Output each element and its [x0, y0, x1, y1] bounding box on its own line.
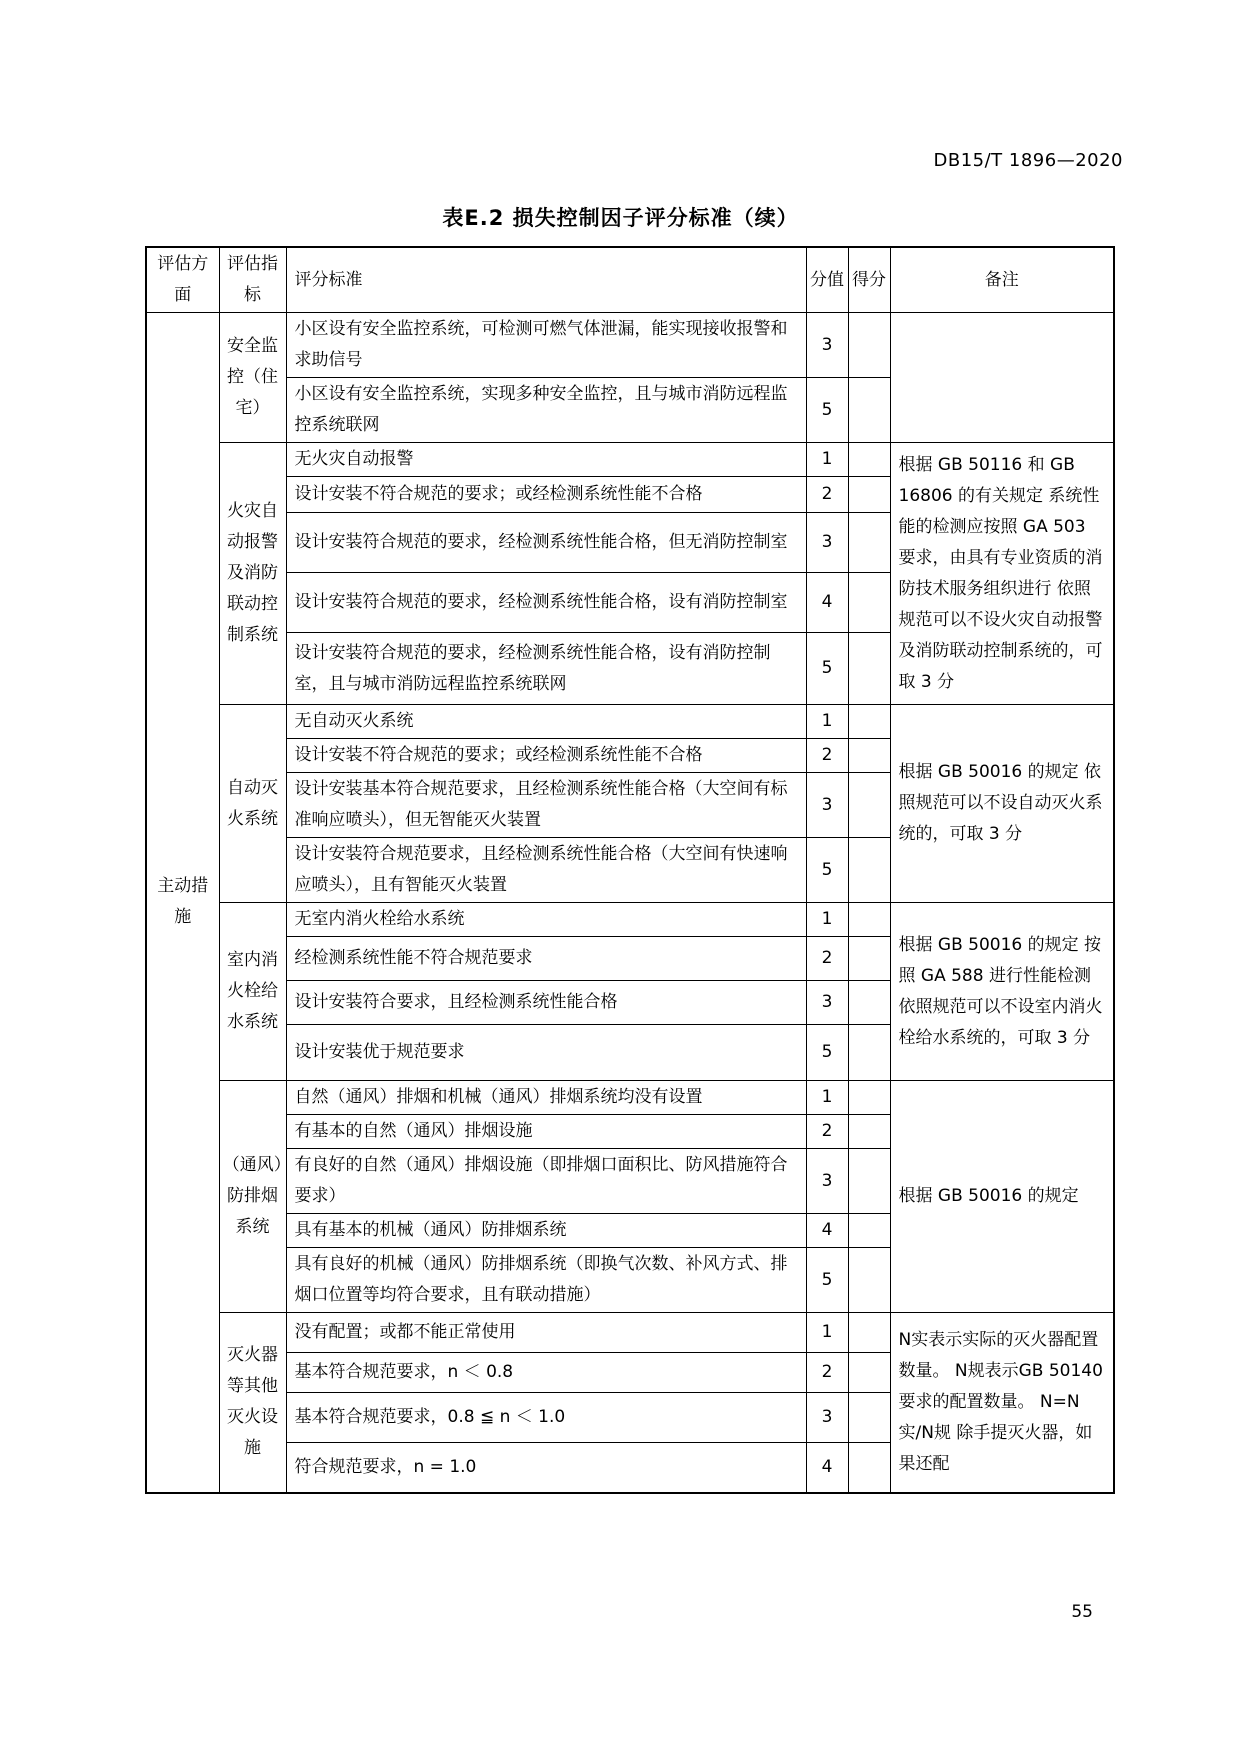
- points-cell: [848, 1149, 890, 1214]
- header-aspect: 评估方面: [146, 247, 219, 313]
- points-cell: [848, 1313, 890, 1353]
- standard-code: DB15/T 1896—2020: [933, 150, 1123, 171]
- criteria-cell: 有良好的自然（通风）排烟设施（即排烟口面积比、防风措施符合要求）: [286, 1149, 806, 1214]
- score-cell: 1: [806, 1313, 848, 1353]
- scoring-table: [145, 246, 1115, 1494]
- points-cell: [848, 477, 890, 513]
- points-cell: [848, 1393, 890, 1443]
- criteria-cell: 设计安装符合要求，且经检测系统性能合格: [286, 981, 806, 1025]
- header-criteria: 评分标准: [286, 247, 806, 313]
- criteria-cell: 具有基本的机械（通风）防排烟系统: [286, 1214, 806, 1248]
- score-cell: 3: [806, 1149, 848, 1214]
- criteria-cell: 设计安装符合规范要求，且经检测系统性能合格（大空间有快速响应喷头），且有智能灭火装置: [286, 838, 806, 903]
- table-row: [146, 1081, 1114, 1115]
- indicator-cell: 灭火器等其他灭火设施: [219, 1313, 286, 1493]
- criteria-cell: 没有配置；或都不能正常使用: [286, 1313, 806, 1353]
- indicator-cell: （通风）防排烟系统: [219, 1081, 286, 1313]
- score-cell: 2: [806, 1353, 848, 1393]
- note-cell: 根据 GB 50116 和 GB 16806 的有关规定 系统性能的检测应按照 GA 503 要求，由具有专业资质的消防技术服务组织进行 依照规范可以不设火灾自动报警及消防联动控制系统的，可取 3 分: [890, 443, 1114, 705]
- score-cell: 1: [806, 903, 848, 937]
- score-cell: 4: [806, 1443, 848, 1493]
- points-cell: [848, 981, 890, 1025]
- score-cell: 3: [806, 513, 848, 573]
- score-cell: 2: [806, 1115, 848, 1149]
- points-cell: [848, 513, 890, 573]
- table-title: 表E.2 损失控制因子评分标准（续）: [442, 206, 799, 230]
- table-row: [146, 443, 1114, 477]
- indicator-cell: 火灾自动报警及消防联动控制系统: [219, 443, 286, 705]
- criteria-cell: 设计安装符合规范的要求，经检测系统性能合格，但无消防控制室: [286, 513, 806, 573]
- criteria-cell: 无火灾自动报警: [286, 443, 806, 477]
- indicator-cell: 自动灭火系统: [219, 705, 286, 903]
- score-cell: 4: [806, 1214, 848, 1248]
- points-cell: [848, 1248, 890, 1313]
- criteria-cell: 无自动灭火系统: [286, 705, 806, 739]
- points-cell: [848, 1214, 890, 1248]
- indicator-cell: 安全监控（住宅）: [219, 313, 286, 443]
- header-indicator: 评估指标: [219, 247, 286, 313]
- note-cell: [890, 313, 1114, 443]
- criteria-cell: 基本符合规范要求，n ＜ 0.8: [286, 1353, 806, 1393]
- points-cell: [848, 1443, 890, 1493]
- table-row: [146, 313, 1114, 378]
- points-cell: [848, 739, 890, 773]
- aspect-cell: 主动措施: [146, 313, 219, 1493]
- score-cell: 5: [806, 633, 848, 705]
- score-cell: 3: [806, 313, 848, 378]
- criteria-cell: 无室内消火栓给水系统: [286, 903, 806, 937]
- criteria-cell: 具有良好的机械（通风）防排烟系统（即换气次数、补风方式、排烟口位置等均符合要求，且有联动措施）: [286, 1248, 806, 1313]
- criteria-cell: 小区设有安全监控系统，可检测可燃气体泄漏，能实现接收报警和求助信号: [286, 313, 806, 378]
- points-cell: [848, 773, 890, 838]
- points-cell: [848, 1025, 890, 1081]
- page-number: 55: [1071, 1602, 1093, 1622]
- score-cell: 3: [806, 1393, 848, 1443]
- points-cell: [848, 838, 890, 903]
- note-cell: 根据 GB 50016 的规定 依照规范可以不设自动灭火系统的，可取 3 分: [890, 705, 1114, 903]
- score-cell: 5: [806, 1025, 848, 1081]
- score-cell: 3: [806, 773, 848, 838]
- criteria-cell: 设计安装不符合规范的要求；或经检测系统性能不合格: [286, 477, 806, 513]
- note-cell: N实表示实际的灭火器配置数量。 N规表示GB 50140要求的配置数量。 N=N实/N规 除手提灭火器，如果还配: [890, 1313, 1114, 1493]
- criteria-cell: 设计安装符合规范的要求，经检测系统性能合格，设有消防控制室: [286, 573, 806, 633]
- table-row: [146, 903, 1114, 937]
- points-cell: [848, 903, 890, 937]
- points-cell: [848, 1081, 890, 1115]
- header-note: 备注: [890, 247, 1114, 313]
- score-cell: 1: [806, 1081, 848, 1115]
- criteria-cell: 设计安装基本符合规范要求，且经检测系统性能合格（大空间有标准响应喷头），但无智能灭火装置: [286, 773, 806, 838]
- table-header-row: [146, 247, 1114, 313]
- score-cell: 5: [806, 1248, 848, 1313]
- points-cell: [848, 573, 890, 633]
- points-cell: [848, 313, 890, 378]
- score-cell: 2: [806, 937, 848, 981]
- score-cell: 1: [806, 443, 848, 477]
- points-cell: [848, 1353, 890, 1393]
- score-cell: 3: [806, 981, 848, 1025]
- criteria-cell: 符合规范要求，n = 1.0: [286, 1443, 806, 1493]
- header-score: 分值: [806, 247, 848, 313]
- indicator-cell: 室内消火栓给水系统: [219, 903, 286, 1081]
- score-cell: 2: [806, 477, 848, 513]
- criteria-cell: 有基本的自然（通风）排烟设施: [286, 1115, 806, 1149]
- score-cell: 1: [806, 705, 848, 739]
- header-points: 得分: [848, 247, 890, 313]
- points-cell: [848, 937, 890, 981]
- points-cell: [848, 705, 890, 739]
- criteria-cell: 设计安装不符合规范的要求；或经检测系统性能不合格: [286, 739, 806, 773]
- table-body: [146, 313, 1114, 1493]
- table-row: [146, 705, 1114, 739]
- criteria-cell: 设计安装符合规范的要求，经检测系统性能合格，设有消防控制室，且与城市消防远程监控系统联网: [286, 633, 806, 705]
- score-cell: 5: [806, 378, 848, 443]
- points-cell: [848, 443, 890, 477]
- score-cell: 4: [806, 573, 848, 633]
- note-cell: 根据 GB 50016 的规定 按照 GA 588 进行性能检测 依照规范可以不设室内消火栓给水系统的，可取 3 分: [890, 903, 1114, 1081]
- criteria-cell: 自然（通风）排烟和机械（通风）排烟系统均没有设置: [286, 1081, 806, 1115]
- criteria-cell: 基本符合规范要求，0.8 ≦ n ＜ 1.0: [286, 1393, 806, 1443]
- score-cell: 2: [806, 739, 848, 773]
- criteria-cell: 小区设有安全监控系统，实现多种安全监控，且与城市消防远程监控系统联网: [286, 378, 806, 443]
- points-cell: [848, 378, 890, 443]
- score-cell: 5: [806, 838, 848, 903]
- points-cell: [848, 633, 890, 705]
- criteria-cell: 设计安装优于规范要求: [286, 1025, 806, 1081]
- criteria-cell: 经检测系统性能不符合规范要求: [286, 937, 806, 981]
- points-cell: [848, 1115, 890, 1149]
- table-row: [146, 1313, 1114, 1353]
- note-cell: 根据 GB 50016 的规定: [890, 1081, 1114, 1313]
